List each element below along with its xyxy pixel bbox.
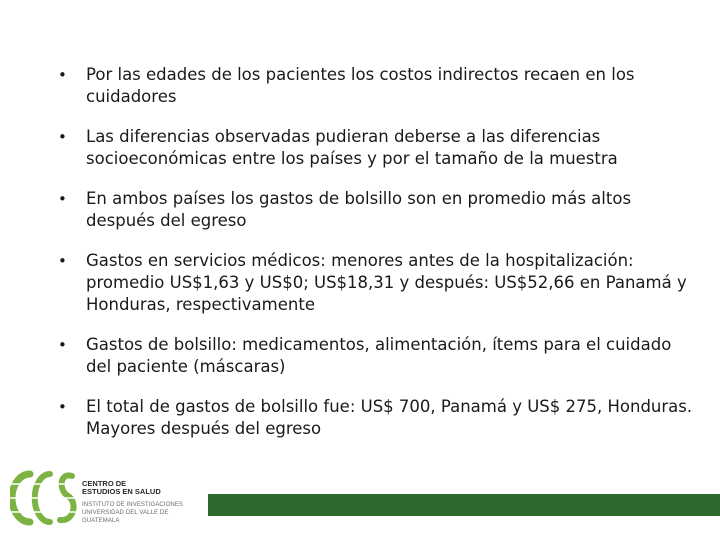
bullet-item: • En ambos países los gastos de bolsillo son en promedio más altos después del egreso (58, 188, 698, 232)
logo-subtitle (82, 501, 207, 525)
footer-accent-bar (208, 494, 720, 516)
logo-subtitle-line: UNIVERSIDAD DEL VALLE DE GUATEMALA (82, 510, 169, 524)
logo-title-line: ESTUDIOS EN SALUD (82, 487, 161, 496)
bullet-item: • Gastos en servicios médicos: menores antes de la hospitalización: promedio US$1,63 y US$0; US$18,31 y después: US$52,66 en Panamá y Honduras, respectivamente (58, 250, 698, 316)
bullet-item: • Las diferencias observadas pudieran deberse a las diferencias socioeconómicas entre los países y por el tamaño de la muestra (58, 126, 698, 170)
slide-body (58, 64, 698, 458)
bullet-item: • El total de gastos de bolsillo fue: US$ 700, Panamá y US$ 275, Honduras. Mayores después del egreso (58, 396, 698, 440)
logo-subtitle-line: INSTITUTO DE INVESTIGACIONES (82, 502, 184, 508)
bullet-item: • Por las edades de los pacientes los costos indirectos recaen en los cuidadores (58, 64, 698, 108)
logo-title (82, 480, 202, 496)
logo-title-line: CENTRO DE (82, 479, 127, 488)
bullet-item: • Gastos de bolsillo: medicamentos, alimentación, ítems para el cuidado del paciente (máscaras) (58, 334, 698, 378)
ces-logo-icon (10, 464, 80, 530)
